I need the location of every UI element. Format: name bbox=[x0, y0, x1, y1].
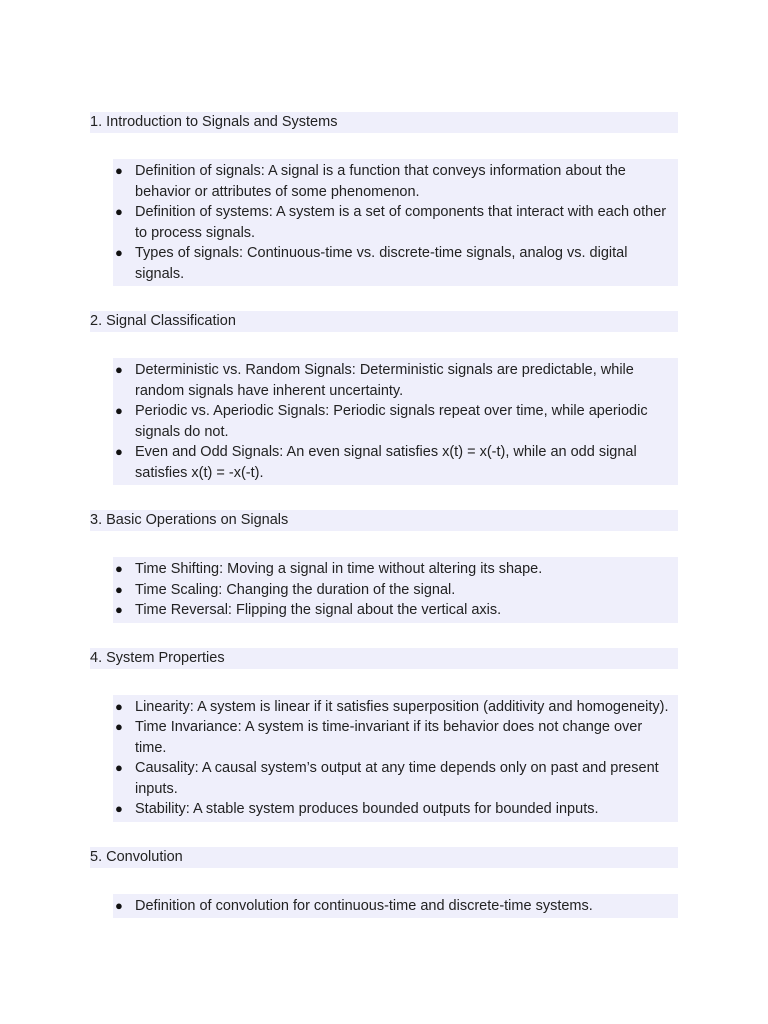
section-heading: 5. Convolution bbox=[90, 847, 678, 868]
list-item-text: Even and Odd Signals: An even signal satisfies x(t) = x(-t), while an odd signal satisfies x(t) = -x(-t). bbox=[135, 444, 637, 481]
list-item bbox=[113, 202, 678, 243]
bullet-icon: ● bbox=[115, 897, 123, 913]
section-signal-classification bbox=[90, 311, 678, 485]
section-introduction bbox=[90, 112, 678, 286]
list-item-text: Time Invariance: A system is time-invariant if its behavior does not change over time. bbox=[135, 719, 643, 756]
bullet-list bbox=[113, 894, 678, 919]
list-item bbox=[113, 442, 678, 483]
bullet-icon: ● bbox=[115, 801, 123, 816]
list-item-text: Types of signals: Continuous-time vs. discrete-time signals, analog vs. digital signals. bbox=[135, 245, 628, 282]
bullet-list bbox=[113, 557, 678, 623]
bullet-icon: ● bbox=[115, 245, 123, 260]
bullet-icon: ● bbox=[115, 204, 123, 219]
section-heading: 4. System Properties bbox=[90, 648, 678, 669]
list-item-text: Time Shifting: Moving a signal in time without altering its shape. bbox=[135, 561, 543, 577]
list-item bbox=[113, 799, 678, 820]
list-item bbox=[113, 717, 678, 758]
section-system-properties bbox=[90, 648, 678, 822]
section-heading: 3. Basic Operations on Signals bbox=[90, 510, 678, 531]
section-basic-operations bbox=[90, 510, 678, 623]
bullet-icon: ● bbox=[115, 581, 123, 597]
list-item-text: Stability: A stable system produces bounded outputs for bounded inputs. bbox=[135, 801, 599, 817]
bullet-icon: ● bbox=[115, 698, 123, 714]
list-item-text: Linearity: A system is linear if it satisfies superposition (additivity and homogeneity). bbox=[135, 698, 669, 715]
bullet-icon: ● bbox=[115, 760, 123, 775]
bullet-icon: ● bbox=[115, 403, 123, 418]
section-heading: 2. Signal Classification bbox=[90, 311, 678, 332]
list-item-text: Time Reversal: Flipping the signal about the vertical axis. bbox=[135, 602, 502, 618]
list-item bbox=[113, 559, 678, 580]
list-item bbox=[113, 697, 678, 718]
bullet-icon: ● bbox=[115, 163, 123, 178]
section-convolution bbox=[90, 847, 678, 919]
bullet-list bbox=[113, 358, 678, 485]
list-item bbox=[113, 600, 678, 621]
list-item bbox=[113, 758, 678, 799]
list-item-text: Deterministic vs. Random Signals: Deterministic signals are predictable, while random signals have inherent uncertainty. bbox=[135, 362, 634, 399]
list-item-text: Time Scaling: Changing the duration of the signal. bbox=[135, 581, 456, 598]
bullet-icon: ● bbox=[115, 602, 123, 617]
list-item bbox=[113, 243, 678, 284]
bullet-icon: ● bbox=[115, 561, 123, 576]
list-item-text: Definition of systems: A system is a set of components that interact with each other to process signals. bbox=[135, 204, 667, 241]
list-item-text: Definition of convolution for continuous-time and discrete-time systems. bbox=[135, 897, 593, 914]
list-item-text: Periodic vs. Aperiodic Signals: Periodic signals repeat over time, while aperiodic signals do not. bbox=[135, 403, 648, 440]
list-item bbox=[113, 161, 678, 202]
list-item bbox=[113, 360, 678, 401]
list-item bbox=[113, 401, 678, 442]
list-item-text: Definition of signals: A signal is a function that conveys information about the behavior or attributes of some phenomenon. bbox=[135, 163, 626, 200]
bullet-list bbox=[113, 159, 678, 286]
bullet-icon: ● bbox=[115, 444, 123, 459]
list-item-text: Causality: A causal system’s output at any time depends only on past and present inputs. bbox=[135, 760, 659, 797]
bullet-list bbox=[113, 695, 678, 822]
section-heading: 1. Introduction to Signals and Systems bbox=[90, 112, 678, 133]
bullet-icon: ● bbox=[115, 362, 123, 377]
list-item bbox=[113, 896, 678, 917]
list-item bbox=[113, 580, 678, 601]
bullet-icon: ● bbox=[115, 719, 123, 734]
